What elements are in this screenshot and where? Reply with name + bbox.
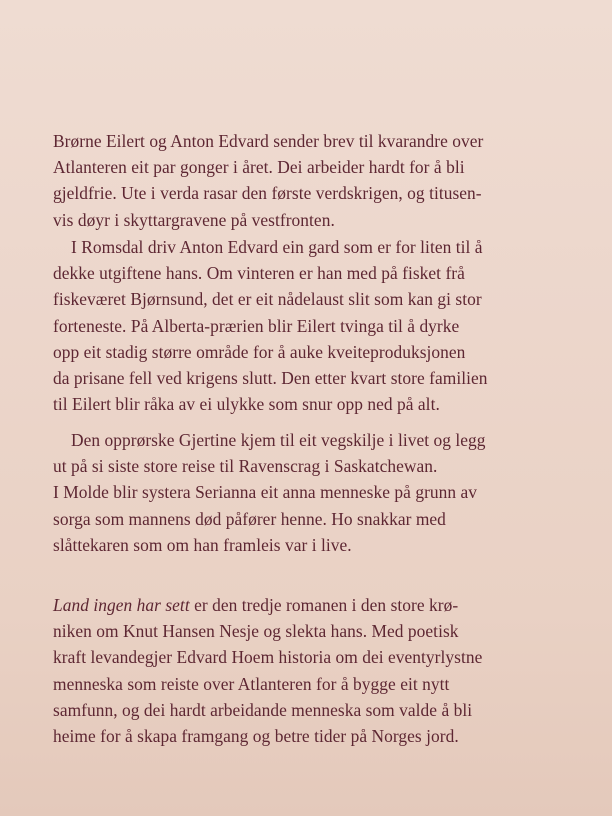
- text-line: ut på si siste store reise til Ravenscrag i Saskatchewan.: [53, 456, 438, 477]
- text-line: opp eit stadig større område for å auke kveiteproduksjonen: [53, 341, 466, 362]
- text-line: [53, 592, 573, 618]
- text-line: Atlanteren eit par gonger i året. Dei arbeider hardt for å bli: [53, 157, 465, 178]
- text-line: menneska som reiste over Atlanteren for å bygge eit nytt: [53, 673, 450, 694]
- summary-paragraph: [53, 592, 573, 749]
- text-line: sorga som mannens død påfører henne. Ho snakkar med: [53, 508, 446, 529]
- blurb-paragraph-3: [53, 427, 573, 558]
- text-line: fiskeværet Bjørnsund, det er eit nådelaust slit som kan gi stor: [53, 289, 482, 310]
- text-line: vis døyr i skyttargravene på vestfronten.: [53, 209, 335, 230]
- text-line: I Molde blir systera Serianna eit anna menneske på grunn av: [53, 482, 478, 503]
- text-line: dekke utgiftene hans. Om vinteren er han med på fisket frå: [53, 263, 465, 284]
- book-title: Land ingen har sett: [53, 595, 190, 615]
- text-line: da prisane fell ved krigens slutt. Den etter kvart store familien: [53, 368, 488, 389]
- blurb-paragraph-2: [53, 234, 573, 417]
- text-line: forteneste. På Alberta-prærien blir Eilert tvinga til å dyrke: [53, 315, 460, 336]
- text-line: heime for å skapa framgang og betre tider på Norges jord.: [53, 726, 459, 747]
- text-line: gjeldfrie. Ute i verda rasar den første verdskrigen, og titusen-: [53, 183, 482, 204]
- text-line: slåttekaren som om han framleis var i live.: [53, 534, 352, 555]
- text-line: kraft levandegjer Edvard Hoem historia om dei eventyrlystne: [53, 647, 483, 668]
- text-line: samfunn, og dei hardt arbeidande menneska som valde å bli: [53, 699, 473, 720]
- text-line: Den opprørske Gjertine kjem til eit vegskilje i livet og legg: [71, 430, 486, 450]
- text-line: Brørne Eilert og Anton Edvard sender brev til kvarandre over: [53, 131, 484, 151]
- text-line: til Eilert blir råka av ei ulykke som snur opp ned på alt.: [53, 394, 440, 415]
- text-line: I Romsdal driv Anton Edvard ein gard som er for liten til å: [71, 237, 483, 257]
- summary-first-line-text: er den tredje romanen i den store krø-: [189, 595, 459, 615]
- text-line: niken om Knut Hansen Nesje og slekta hans. Med poetisk: [53, 621, 459, 642]
- blurb-paragraph-1: [53, 128, 573, 233]
